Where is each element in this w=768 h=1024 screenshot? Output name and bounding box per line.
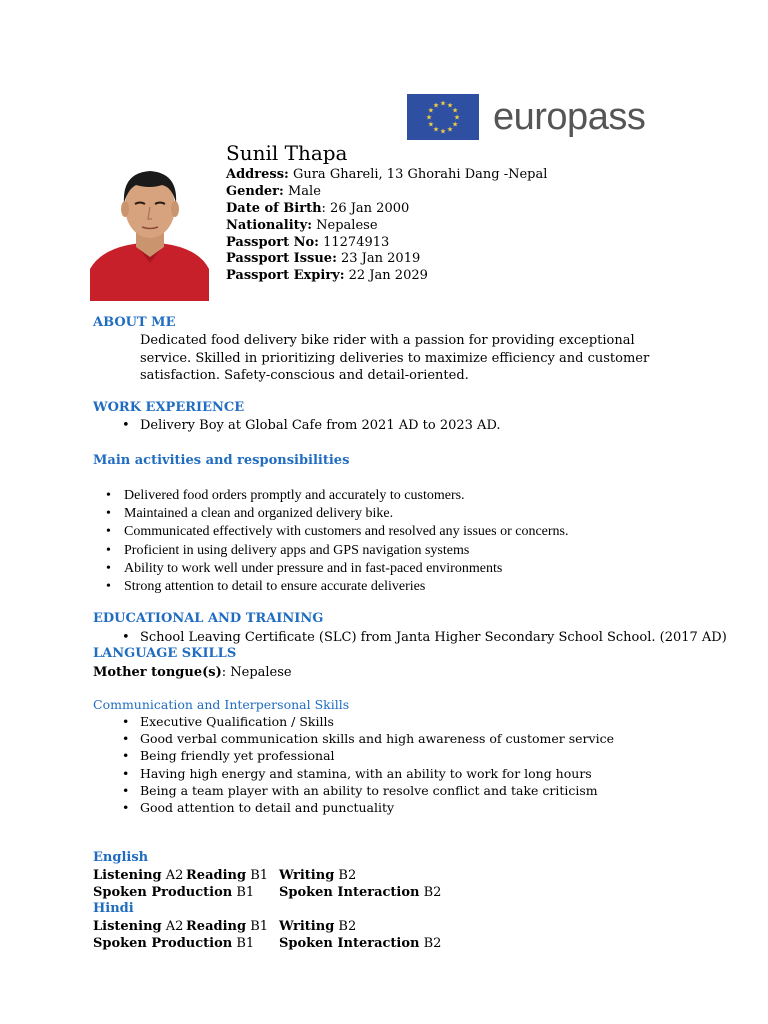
- list-item: • Good attention to detail and punctuality: [122, 800, 395, 816]
- mother-tongue: Mother tongue(s): Nepalese: [93, 665, 292, 680]
- info-passport-issue: Passport Issue: 23 Jan 2019: [226, 251, 421, 266]
- activities-heading: Main activities and responsibilities: [93, 453, 350, 468]
- list-item: • Being a team player with an ability to resolve conflict and take criticism: [122, 782, 598, 798]
- about-line: Dedicated food delivery bike rider with a passion for providing exceptional: [140, 333, 635, 348]
- list-item: • Delivered food orders promptly and accurately to customers.: [106, 488, 465, 503]
- english-spoken-interaction: Spoken Interaction B2: [279, 885, 442, 900]
- education-list: [122, 629, 727, 646]
- list-item: • Communicated effectively with customers and resolved any issues or concerns.: [106, 524, 569, 540]
- hindi-reading: Reading B1: [186, 919, 269, 934]
- list-item: • Proficient in using delivery apps and GPS navigation systems: [106, 542, 470, 558]
- flag-star-icon: ★: [427, 106, 435, 115]
- flag-star-icon: ★: [446, 125, 454, 134]
- language-heading: LANGUAGE SKILLS: [93, 646, 237, 661]
- profile-photo: [90, 159, 209, 301]
- flag-star-icon: ★: [451, 106, 459, 115]
- language-name-hindi: Hindi: [93, 901, 134, 916]
- list-item: • Good verbal communication skills and high awareness of customer service: [122, 731, 614, 747]
- flag-star-icon: ★: [427, 120, 435, 129]
- info-gender: Gender: Male: [226, 184, 321, 199]
- list-item: • School Leaving Certificate (SLC) from Janta Higher Secondary School School. (2017 AD): [122, 630, 727, 645]
- eu-flag-icon: [407, 94, 479, 140]
- list-item: • Having high energy and stamina, with an ability to work for long hours: [122, 765, 592, 781]
- about-heading: ABOUT ME: [93, 315, 176, 330]
- info-date-of-birth: Date of Birth: 26 Jan 2000: [226, 201, 410, 216]
- communication-heading: Communication and Interpersonal Skills: [93, 697, 350, 712]
- europass-logo: [407, 94, 655, 140]
- list-item: • Delivery Boy at Global Cafe from 2021 AD to 2023 AD.: [122, 418, 501, 433]
- hindi-listening: Listening A2: [93, 919, 184, 934]
- english-listening: Listening A2: [93, 868, 184, 883]
- flag-star-icon: ★: [446, 101, 454, 110]
- education-heading: EDUCATIONAL AND TRAINING: [93, 611, 324, 626]
- info-address: Address: Gura Ghareli, 13 Ghorahi Dang -Nepal: [226, 167, 548, 182]
- list-item: • Executive Qualification / Skills: [122, 714, 334, 729]
- flag-star-icon: ★: [425, 113, 433, 122]
- language-name-english: English: [93, 850, 149, 865]
- communication-list: [122, 713, 614, 816]
- list-item: • Being friendly yet professional: [122, 748, 335, 764]
- about-text: [140, 332, 700, 385]
- english-reading: Reading B1: [186, 868, 269, 883]
- hindi-spoken-interaction: Spoken Interaction B2: [279, 936, 442, 951]
- about-line: satisfaction. Safety-conscious and detail-oriented.: [140, 368, 469, 383]
- flag-star-icon: ★: [451, 120, 459, 129]
- english-spoken-production: Spoken Production B1: [93, 885, 255, 900]
- flag-star-icon: ★: [432, 125, 440, 134]
- english-writing: Writing B2: [279, 868, 357, 883]
- person-name: Sunil Thapa: [226, 141, 348, 165]
- activities-list: [106, 487, 569, 596]
- flag-star-icon: ★: [432, 101, 440, 110]
- list-item: • Maintained a clean and organized delivery bike.: [106, 506, 394, 522]
- about-line: service. Skilled in prioritizing deliveries to maximize efficiency and customer: [140, 350, 650, 366]
- info-passport-expiry: Passport Expiry: 22 Jan 2029: [226, 268, 428, 283]
- work-list: [122, 417, 501, 434]
- hindi-spoken-production: Spoken Production B1: [93, 936, 255, 951]
- list-item: • Strong attention to detail to ensure accurate deliveries: [106, 579, 426, 595]
- flag-star-icon: ★: [453, 113, 461, 122]
- info-passport-no: Passport No: 11274913: [226, 235, 390, 250]
- info-nationality: Nationality: Nepalese: [226, 218, 378, 233]
- flag-star-icon: ★: [439, 99, 447, 108]
- list-item: • Ability to work well under pressure and in fast-paced environments: [106, 560, 503, 576]
- work-heading: WORK EXPERIENCE: [93, 400, 245, 415]
- hindi-writing: Writing B2: [279, 919, 357, 934]
- europass-wordmark: europass: [493, 96, 646, 138]
- flag-star-icon: ★: [439, 127, 447, 136]
